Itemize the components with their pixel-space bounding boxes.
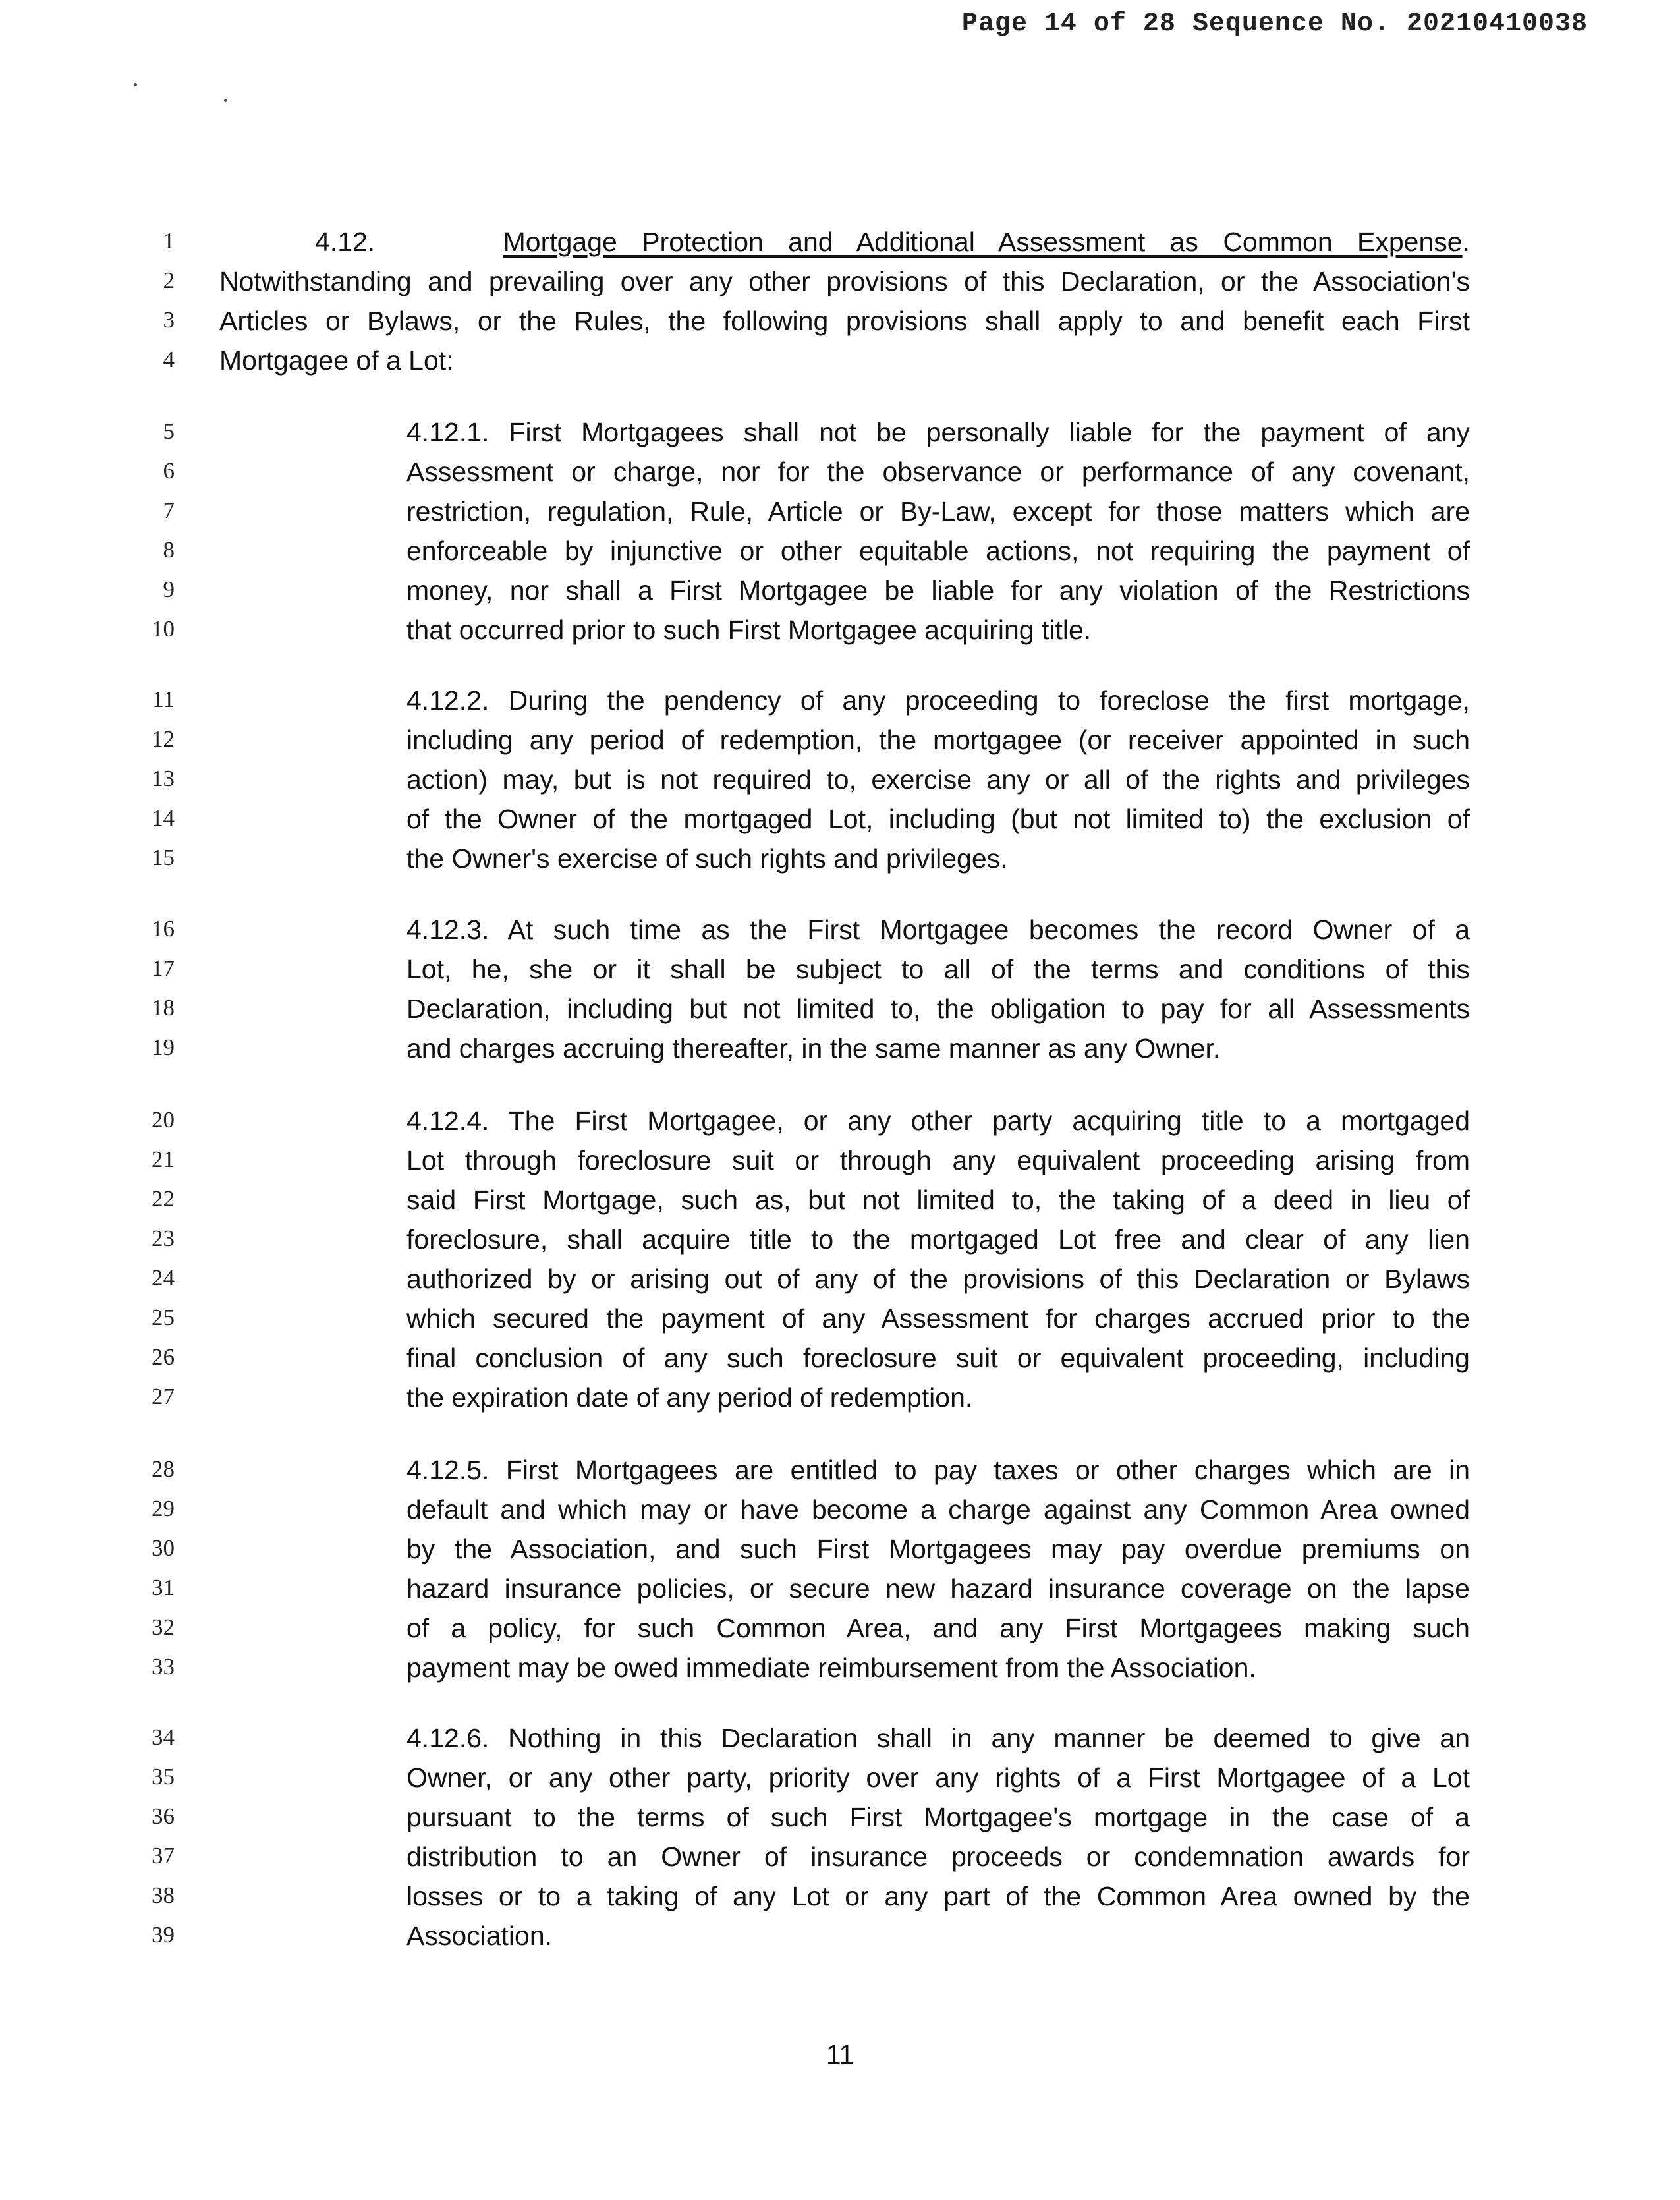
text-line: the expiration date of any period of redemption. <box>406 1382 973 1413</box>
line-number: 37 <box>152 1843 175 1869</box>
text-line: by the Association, and such First Mortgagees may pay overdue premiums on <box>406 1534 1470 1564</box>
text-line: losses or to a taking of any Lot or any part of the Common Area owned by the <box>406 1881 1470 1911</box>
line-number: 19 <box>152 1034 175 1060</box>
text-line: Articles or Bylaws, or the Rules, the following provisions shall apply to and benefit each First <box>219 306 1470 336</box>
text-line: of a policy, for such Common Area, and any First Mortgagees making such <box>406 1613 1470 1643</box>
line-number: 29 <box>152 1496 175 1521</box>
text-line: Declaration, including but not limited to, the obligation to pay for all Assessments <box>406 994 1470 1024</box>
text-line: the Owner's exercise of such rights and privileges. <box>406 843 1008 874</box>
text-line: 4.12.4. The First Mortgagee, or any other party acquiring title to a mortgaged <box>406 1106 1470 1136</box>
line-number: 14 <box>152 805 175 831</box>
text-line: and charges accruing thereafter, in the same manner as any Owner. <box>406 1033 1221 1063</box>
page-header: Page 14 of 28 Sequence No. 20210410038 <box>961 9 1588 39</box>
line-number: 17 <box>152 955 175 981</box>
line-number: 39 <box>152 1922 175 1948</box>
text-line: said First Mortgage, such as, but not limited to, the taking of a deed in lieu of <box>406 1185 1470 1215</box>
line-number: 34 <box>152 1724 175 1750</box>
scan-speck <box>224 99 227 102</box>
text-line: Assessment or charge, nor for the observance or performance of any covenant, <box>406 457 1470 487</box>
line-number: 3 <box>163 307 175 333</box>
section-number: 4.12. <box>315 227 376 257</box>
text-line: Association. <box>406 1921 553 1951</box>
line-number: 28 <box>152 1456 175 1482</box>
line-number: 11 <box>152 687 175 712</box>
line-number: 18 <box>152 995 175 1021</box>
text-line: final conclusion of any such foreclosure suit or equivalent proceeding, including <box>406 1343 1470 1373</box>
text-line: which secured the payment of any Assessment for charges accrued prior to the <box>406 1303 1470 1334</box>
line-number: 13 <box>152 766 175 791</box>
text-line: Lot through foreclosure suit or through any equivalent proceeding arising from <box>406 1145 1470 1175</box>
text-line: enforceable by injunctive or other equitable actions, not requiring the payment of <box>406 536 1470 566</box>
text-line: default and which may or have become a charge against any Common Area owned <box>406 1494 1470 1525</box>
text-line: that occurred prior to such First Mortgagee acquiring title. <box>406 615 1092 645</box>
line-number: 31 <box>152 1575 175 1600</box>
text-line: authorized by or arising out of any of the provisions of this Declaration or Bylaws <box>406 1264 1470 1294</box>
text-line: hazard insurance policies, or secure new hazard insurance coverage on the lapse <box>406 1573 1470 1604</box>
line-number: 10 <box>152 616 175 642</box>
line-number: 4 <box>163 347 175 372</box>
text-line: money, nor shall a First Mortgagee be liable for any violation of the Restrictions <box>406 575 1470 606</box>
text-line: including any period of redemption, the mortgagee (or receiver appointed in such <box>406 725 1470 755</box>
text-line: 4.12.3. At such time as the First Mortgagee becomes the record Owner of a <box>406 915 1470 945</box>
line-number: 9 <box>163 577 175 602</box>
text-line: Owner, or any other party, priority over any rights of a First Mortgagee of a Lot <box>406 1763 1470 1793</box>
line-number: 27 <box>152 1384 175 1409</box>
section-heading <box>315 222 1470 262</box>
page-number: 11 <box>826 2039 854 2070</box>
line-number: 5 <box>163 418 175 444</box>
text-line: Lot, he, she or it shall be subject to all of the terms and conditions of this <box>406 954 1470 984</box>
line-number: 23 <box>152 1226 175 1251</box>
text-line: pursuant to the terms of such First Mortgagee's mortgage in the case of a <box>406 1802 1470 1832</box>
section-title: Mortgage Protection and Additional Assessment as Common Expense <box>503 227 1463 257</box>
text-line: Notwithstanding and prevailing over any other provisions of this Declaration, or the Association's <box>219 266 1470 296</box>
line-number: 20 <box>152 1107 175 1133</box>
text-line: distribution to an Owner of insurance proceeds or condemnation awards for <box>406 1842 1470 1872</box>
text-line: of the Owner of the mortgaged Lot, including (but not limited to) the exclusion of <box>406 804 1470 834</box>
line-number: 16 <box>152 916 175 942</box>
text-line: 4.12.2. During the pendency of any proceeding to foreclose the first mortgage, <box>406 685 1470 716</box>
line-number: 33 <box>152 1654 175 1679</box>
text-line: restriction, regulation, Rule, Article or By-Law, except for those matters which are <box>406 496 1470 526</box>
line-number: 36 <box>152 1803 175 1829</box>
line-number: 8 <box>163 537 175 563</box>
line-number: 24 <box>152 1265 175 1291</box>
text-line: 4.12.6. Nothing in this Declaration shall in any manner be deemed to give an <box>406 1723 1470 1753</box>
line-number: 35 <box>152 1764 175 1790</box>
line-number: 6 <box>163 458 175 484</box>
text-line: 4.12.5. First Mortgagees are entitled to pay taxes or other charges which are in <box>406 1455 1470 1485</box>
line-number: 32 <box>152 1614 175 1640</box>
text-line: Mortgagee of a Lot: <box>219 345 454 376</box>
text-line: foreclosure, shall acquire title to the mortgaged Lot free and clear of any lien <box>406 1224 1470 1255</box>
line-number: 7 <box>163 497 175 523</box>
text-line: 4.12.1. First Mortgagees shall not be personally liable for the payment of any <box>406 417 1470 447</box>
line-number: 15 <box>152 845 175 870</box>
line-number: 26 <box>152 1344 175 1370</box>
text-line: payment may be owed immediate reimbursement from the Association. <box>406 1652 1256 1683</box>
line-number: 2 <box>163 268 175 293</box>
line-number: 12 <box>152 726 175 752</box>
line-number: 30 <box>152 1535 175 1561</box>
scan-speck <box>134 83 137 86</box>
line-number: 1 <box>163 228 175 254</box>
line-number: 22 <box>152 1186 175 1212</box>
section-title-period: . <box>1462 227 1470 257</box>
text-line: action) may, but is not required to, exercise any or all of the rights and privileges <box>406 764 1470 795</box>
line-number: 21 <box>152 1146 175 1172</box>
line-number: 25 <box>152 1305 175 1330</box>
section-title-wrap <box>503 222 1470 262</box>
line-number: 38 <box>152 1882 175 1908</box>
